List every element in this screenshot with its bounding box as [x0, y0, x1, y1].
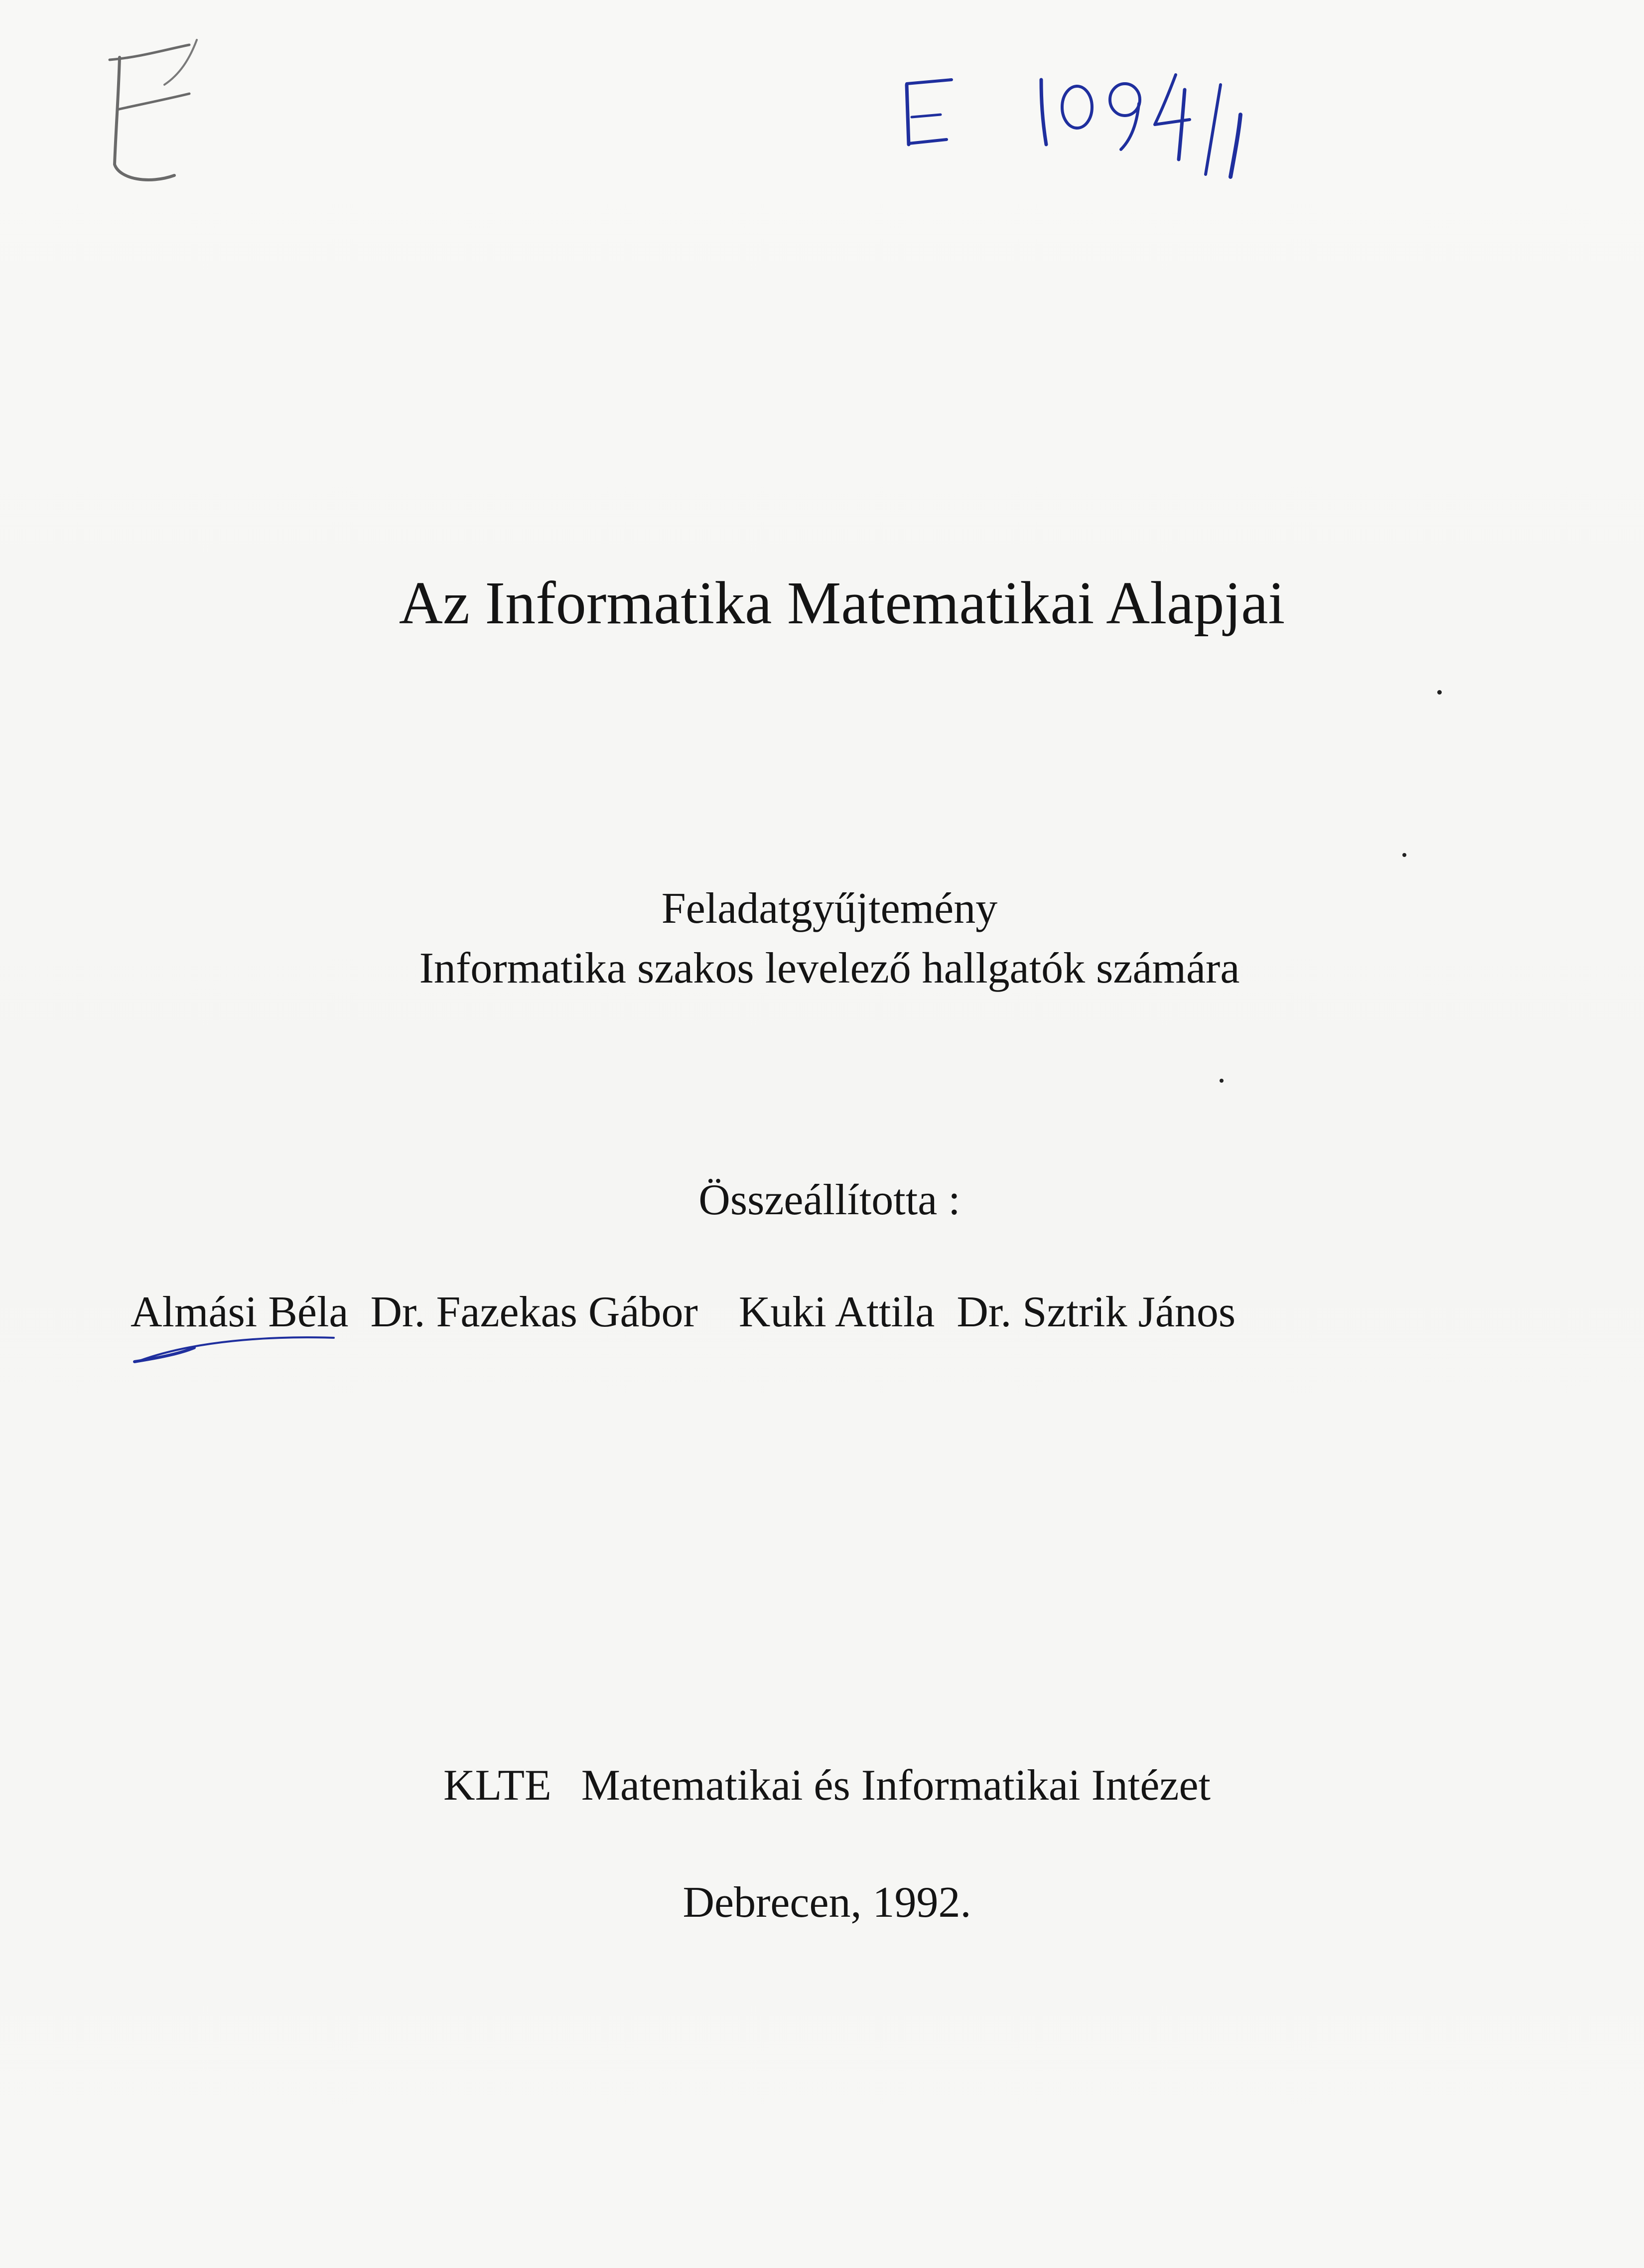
author-name: Dr. Sztrik János [957, 1288, 1236, 1336]
place-and-year: Debrecen, 1992. [683, 1878, 971, 1927]
institute-name: Matematikai és Informatikai Intézet [581, 1761, 1211, 1810]
book-subtitle: Feladatgyűjtemény [661, 884, 998, 933]
book-audience: Informatika szakos levelező hallgatók számára [419, 944, 1240, 992]
institute-line [0, 1761, 1644, 1810]
author-name: Kuki Attila [738, 1288, 935, 1336]
compiled-by-label: Összeállította : [698, 1176, 960, 1224]
paper-speck [1402, 853, 1406, 857]
book-title: Az Informatika Matematikai Alapjai [399, 569, 1285, 637]
institute-abbreviation: KLTE [443, 1761, 551, 1810]
paper-speck [1437, 690, 1442, 695]
ink-underline-mark [120, 1323, 349, 1373]
author-name: Dr. Fazekas Gábor [370, 1288, 698, 1336]
ink-shelf-mark [892, 65, 1320, 184]
paper-speck [1220, 1079, 1224, 1083]
pencil-corner-mark [90, 30, 209, 194]
author-name: Almási Béla [131, 1288, 349, 1336]
